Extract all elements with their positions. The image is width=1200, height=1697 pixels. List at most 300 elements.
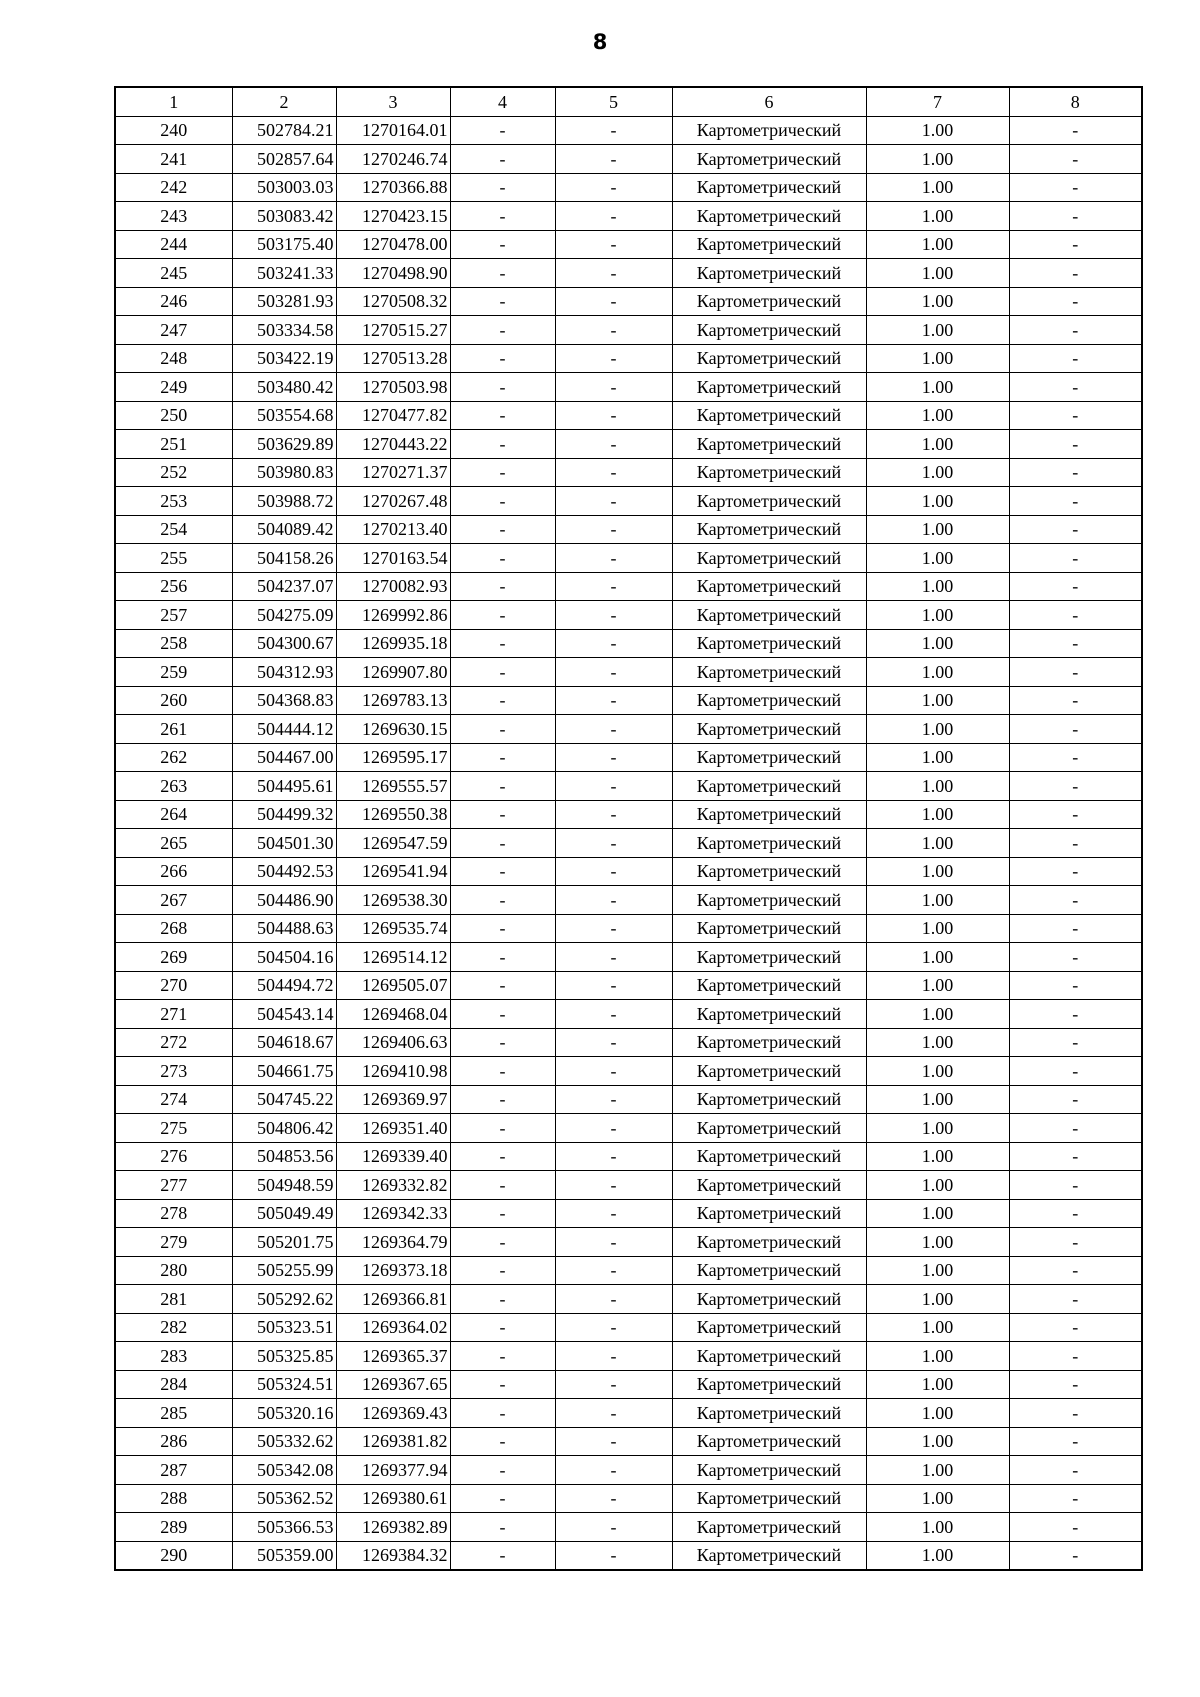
table-row — [115, 145, 1142, 174]
y-coordinate-cell: 1269373.18 — [336, 1256, 450, 1285]
col-4-value-cell: - — [450, 772, 555, 801]
table-row — [115, 344, 1142, 373]
accuracy-cell: 1.00 — [866, 658, 1009, 687]
point-number-cell: 258 — [115, 629, 232, 658]
x-coordinate-cell: 505359.00 — [232, 1541, 336, 1570]
x-coordinate-cell: 504948.59 — [232, 1171, 336, 1200]
point-number-cell: 240 — [115, 116, 232, 145]
point-number-cell: 284 — [115, 1370, 232, 1399]
col-8-value-cell: - — [1009, 686, 1142, 715]
y-coordinate-cell: 1269384.32 — [336, 1541, 450, 1570]
method-cell: Картометрический — [672, 1142, 866, 1171]
method-cell: Картометрический — [672, 1028, 866, 1057]
point-number-cell: 272 — [115, 1028, 232, 1057]
col-5-value-cell: - — [555, 772, 672, 801]
method-cell: Картометрический — [672, 259, 866, 288]
col-4-value-cell: - — [450, 544, 555, 573]
col-4-value-cell: - — [450, 971, 555, 1000]
method-cell: Картометрический — [672, 1370, 866, 1399]
x-coordinate-cell: 503083.42 — [232, 202, 336, 231]
col-5-value-cell: - — [555, 857, 672, 886]
point-number-cell: 250 — [115, 401, 232, 430]
point-number-cell: 268 — [115, 914, 232, 943]
col-5-value-cell: - — [555, 1456, 672, 1485]
col-8-value-cell: - — [1009, 173, 1142, 202]
y-coordinate-cell: 1269364.02 — [336, 1313, 450, 1342]
y-coordinate-cell: 1269380.61 — [336, 1484, 450, 1513]
method-cell: Картометрический — [672, 715, 866, 744]
col-4-value-cell: - — [450, 715, 555, 744]
point-number-cell: 256 — [115, 572, 232, 601]
col-5-value-cell: - — [555, 743, 672, 772]
table-row — [115, 829, 1142, 858]
method-cell: Картометрический — [672, 971, 866, 1000]
table-row — [115, 1399, 1142, 1428]
accuracy-cell: 1.00 — [866, 458, 1009, 487]
y-coordinate-cell: 1270213.40 — [336, 515, 450, 544]
x-coordinate-cell: 504661.75 — [232, 1057, 336, 1086]
col-5-value-cell: - — [555, 943, 672, 972]
col-8-value-cell: - — [1009, 1199, 1142, 1228]
point-number-cell: 252 — [115, 458, 232, 487]
col-5-value-cell: - — [555, 1541, 672, 1570]
x-coordinate-cell: 503980.83 — [232, 458, 336, 487]
table-row — [115, 715, 1142, 744]
accuracy-cell: 1.00 — [866, 259, 1009, 288]
col-8-value-cell: - — [1009, 544, 1142, 573]
table-row — [115, 1427, 1142, 1456]
point-number-cell: 244 — [115, 230, 232, 259]
col-4-value-cell: - — [450, 458, 555, 487]
point-number-cell: 255 — [115, 544, 232, 573]
point-number-cell: 275 — [115, 1114, 232, 1143]
col-4-value-cell: - — [450, 202, 555, 231]
method-cell: Картометрический — [672, 316, 866, 345]
col-4-value-cell: - — [450, 116, 555, 145]
col-5-value-cell: - — [555, 145, 672, 174]
accuracy-cell: 1.00 — [866, 686, 1009, 715]
col-8-value-cell: - — [1009, 1456, 1142, 1485]
point-number-cell: 279 — [115, 1228, 232, 1257]
y-coordinate-cell: 1269907.80 — [336, 658, 450, 687]
accuracy-cell: 1.00 — [866, 1285, 1009, 1314]
x-coordinate-cell: 504444.12 — [232, 715, 336, 744]
accuracy-cell: 1.00 — [866, 316, 1009, 345]
table-row — [115, 202, 1142, 231]
col-8-value-cell: - — [1009, 1285, 1142, 1314]
x-coordinate-cell: 504494.72 — [232, 971, 336, 1000]
x-coordinate-cell: 503241.33 — [232, 259, 336, 288]
x-coordinate-cell: 505049.49 — [232, 1199, 336, 1228]
col-5-value-cell: - — [555, 458, 672, 487]
y-coordinate-cell: 1269339.40 — [336, 1142, 450, 1171]
col-5-value-cell: - — [555, 800, 672, 829]
x-coordinate-cell: 504368.83 — [232, 686, 336, 715]
method-cell: Картометрический — [672, 1057, 866, 1086]
table-row — [115, 1484, 1142, 1513]
col-8-value-cell: - — [1009, 316, 1142, 345]
table-row — [115, 487, 1142, 516]
accuracy-cell: 1.00 — [866, 1228, 1009, 1257]
accuracy-cell: 1.00 — [866, 202, 1009, 231]
method-cell: Картометрический — [672, 1085, 866, 1114]
col-8-value-cell: - — [1009, 829, 1142, 858]
col-5-value-cell: - — [555, 715, 672, 744]
y-coordinate-cell: 1270423.15 — [336, 202, 450, 231]
accuracy-cell: 1.00 — [866, 829, 1009, 858]
point-number-cell: 253 — [115, 487, 232, 516]
y-coordinate-cell: 1270082.93 — [336, 572, 450, 601]
col-5-value-cell: - — [555, 1199, 672, 1228]
point-number-cell: 247 — [115, 316, 232, 345]
table-row — [115, 772, 1142, 801]
table-row — [115, 515, 1142, 544]
col-5-value-cell: - — [555, 1028, 672, 1057]
method-cell: Картометрический — [672, 116, 866, 145]
point-number-cell: 249 — [115, 373, 232, 402]
table-row — [115, 287, 1142, 316]
x-coordinate-cell: 505255.99 — [232, 1256, 336, 1285]
x-coordinate-cell: 504806.42 — [232, 1114, 336, 1143]
method-cell: Картометрический — [672, 458, 866, 487]
table-row — [115, 857, 1142, 886]
column-header-8: 8 — [1009, 87, 1142, 116]
col-8-value-cell: - — [1009, 1114, 1142, 1143]
point-number-cell: 265 — [115, 829, 232, 858]
col-5-value-cell: - — [555, 1370, 672, 1399]
method-cell: Картометрический — [672, 1399, 866, 1428]
col-8-value-cell: - — [1009, 914, 1142, 943]
y-coordinate-cell: 1269630.15 — [336, 715, 450, 744]
col-4-value-cell: - — [450, 373, 555, 402]
y-coordinate-cell: 1269992.86 — [336, 601, 450, 630]
col-8-value-cell: - — [1009, 1313, 1142, 1342]
col-4-value-cell: - — [450, 1399, 555, 1428]
col-4-value-cell: - — [450, 1256, 555, 1285]
table-row — [115, 1142, 1142, 1171]
col-8-value-cell: - — [1009, 1256, 1142, 1285]
table-row — [115, 1256, 1142, 1285]
point-number-cell: 260 — [115, 686, 232, 715]
accuracy-cell: 1.00 — [866, 629, 1009, 658]
col-8-value-cell: - — [1009, 116, 1142, 145]
table-header — [115, 87, 1142, 116]
y-coordinate-cell: 1269595.17 — [336, 743, 450, 772]
y-coordinate-cell: 1269366.81 — [336, 1285, 450, 1314]
column-header-3: 3 — [336, 87, 450, 116]
col-4-value-cell: - — [450, 1028, 555, 1057]
accuracy-cell: 1.00 — [866, 287, 1009, 316]
method-cell: Картометрический — [672, 373, 866, 402]
accuracy-cell: 1.00 — [866, 344, 1009, 373]
x-coordinate-cell: 503629.89 — [232, 430, 336, 459]
table-row — [115, 1370, 1142, 1399]
table-row — [115, 401, 1142, 430]
point-number-cell: 287 — [115, 1456, 232, 1485]
x-coordinate-cell: 504543.14 — [232, 1000, 336, 1029]
table-row — [115, 1028, 1142, 1057]
col-8-value-cell: - — [1009, 772, 1142, 801]
table-body — [115, 116, 1142, 1570]
y-coordinate-cell: 1269365.37 — [336, 1342, 450, 1371]
table-row — [115, 230, 1142, 259]
method-cell: Картометрический — [672, 572, 866, 601]
col-8-value-cell: - — [1009, 743, 1142, 772]
x-coordinate-cell: 503281.93 — [232, 287, 336, 316]
column-header-6: 6 — [672, 87, 866, 116]
x-coordinate-cell: 504300.67 — [232, 629, 336, 658]
col-8-value-cell: - — [1009, 344, 1142, 373]
col-4-value-cell: - — [450, 1484, 555, 1513]
x-coordinate-cell: 504486.90 — [232, 886, 336, 915]
method-cell: Картометрический — [672, 1199, 866, 1228]
col-4-value-cell: - — [450, 914, 555, 943]
y-coordinate-cell: 1269367.65 — [336, 1370, 450, 1399]
col-8-value-cell: - — [1009, 401, 1142, 430]
method-cell: Картометрический — [672, 145, 866, 174]
y-coordinate-cell: 1270498.90 — [336, 259, 450, 288]
column-header-7: 7 — [866, 87, 1009, 116]
y-coordinate-cell: 1270271.37 — [336, 458, 450, 487]
table-row — [115, 1313, 1142, 1342]
accuracy-cell: 1.00 — [866, 715, 1009, 744]
table-row — [115, 1513, 1142, 1542]
table-row — [115, 1228, 1142, 1257]
y-coordinate-cell: 1269541.94 — [336, 857, 450, 886]
point-number-cell: 289 — [115, 1513, 232, 1542]
point-number-cell: 251 — [115, 430, 232, 459]
accuracy-cell: 1.00 — [866, 1456, 1009, 1485]
x-coordinate-cell: 503334.58 — [232, 316, 336, 345]
col-4-value-cell: - — [450, 287, 555, 316]
column-header-1: 1 — [115, 87, 232, 116]
point-number-cell: 241 — [115, 145, 232, 174]
method-cell: Картометрический — [672, 886, 866, 915]
col-8-value-cell: - — [1009, 715, 1142, 744]
col-8-value-cell: - — [1009, 658, 1142, 687]
col-4-value-cell: - — [450, 1456, 555, 1485]
col-4-value-cell: - — [450, 686, 555, 715]
table-row — [115, 316, 1142, 345]
x-coordinate-cell: 505324.51 — [232, 1370, 336, 1399]
method-cell: Картометрический — [672, 230, 866, 259]
method-cell: Картометрический — [672, 430, 866, 459]
col-4-value-cell: - — [450, 316, 555, 345]
y-coordinate-cell: 1269369.43 — [336, 1399, 450, 1428]
x-coordinate-cell: 504158.26 — [232, 544, 336, 573]
method-cell: Картометрический — [672, 515, 866, 544]
point-number-cell: 242 — [115, 173, 232, 202]
x-coordinate-cell: 503554.68 — [232, 401, 336, 430]
x-coordinate-cell: 504853.56 — [232, 1142, 336, 1171]
accuracy-cell: 1.00 — [866, 1399, 1009, 1428]
col-5-value-cell: - — [555, 259, 672, 288]
x-coordinate-cell: 504089.42 — [232, 515, 336, 544]
accuracy-cell: 1.00 — [866, 1541, 1009, 1570]
col-8-value-cell: - — [1009, 259, 1142, 288]
col-5-value-cell: - — [555, 1057, 672, 1086]
y-coordinate-cell: 1269514.12 — [336, 943, 450, 972]
col-4-value-cell: - — [450, 601, 555, 630]
method-cell: Картометрический — [672, 800, 866, 829]
col-8-value-cell: - — [1009, 572, 1142, 601]
col-5-value-cell: - — [555, 544, 672, 573]
point-number-cell: 271 — [115, 1000, 232, 1029]
method-cell: Картометрический — [672, 914, 866, 943]
accuracy-cell: 1.00 — [866, 1085, 1009, 1114]
point-number-cell: 269 — [115, 943, 232, 972]
col-5-value-cell: - — [555, 971, 672, 1000]
method-cell: Картометрический — [672, 287, 866, 316]
table-row — [115, 1057, 1142, 1086]
method-cell: Картометрический — [672, 686, 866, 715]
y-coordinate-cell: 1269342.33 — [336, 1199, 450, 1228]
method-cell: Картометрический — [672, 1000, 866, 1029]
method-cell: Картометрический — [672, 1285, 866, 1314]
x-coordinate-cell: 505323.51 — [232, 1313, 336, 1342]
point-number-cell: 243 — [115, 202, 232, 231]
col-5-value-cell: - — [555, 1313, 672, 1342]
col-4-value-cell: - — [450, 344, 555, 373]
y-coordinate-cell: 1269406.63 — [336, 1028, 450, 1057]
col-5-value-cell: - — [555, 430, 672, 459]
col-8-value-cell: - — [1009, 601, 1142, 630]
col-5-value-cell: - — [555, 572, 672, 601]
point-number-cell: 245 — [115, 259, 232, 288]
col-5-value-cell: - — [555, 829, 672, 858]
accuracy-cell: 1.00 — [866, 1427, 1009, 1456]
table-row — [115, 686, 1142, 715]
table-row — [115, 601, 1142, 630]
point-number-cell: 274 — [115, 1085, 232, 1114]
point-number-cell: 285 — [115, 1399, 232, 1428]
column-header-2: 2 — [232, 87, 336, 116]
x-coordinate-cell: 503422.19 — [232, 344, 336, 373]
x-coordinate-cell: 505362.52 — [232, 1484, 336, 1513]
x-coordinate-cell: 504745.22 — [232, 1085, 336, 1114]
method-cell: Картометрический — [672, 544, 866, 573]
col-4-value-cell: - — [450, 145, 555, 174]
y-coordinate-cell: 1270513.28 — [336, 344, 450, 373]
col-8-value-cell: - — [1009, 1484, 1142, 1513]
method-cell: Картометрический — [672, 658, 866, 687]
point-number-cell: 267 — [115, 886, 232, 915]
col-5-value-cell: - — [555, 1114, 672, 1143]
col-8-value-cell: - — [1009, 1370, 1142, 1399]
accuracy-cell: 1.00 — [866, 1513, 1009, 1542]
point-number-cell: 281 — [115, 1285, 232, 1314]
table-row — [115, 971, 1142, 1000]
method-cell: Картометрический — [672, 1313, 866, 1342]
accuracy-cell: 1.00 — [866, 1199, 1009, 1228]
col-8-value-cell: - — [1009, 145, 1142, 174]
point-number-cell: 277 — [115, 1171, 232, 1200]
col-5-value-cell: - — [555, 1171, 672, 1200]
col-8-value-cell: - — [1009, 1028, 1142, 1057]
point-number-cell: 286 — [115, 1427, 232, 1456]
accuracy-cell: 1.00 — [866, 800, 1009, 829]
accuracy-cell: 1.00 — [866, 1028, 1009, 1057]
method-cell: Картометрический — [672, 1228, 866, 1257]
table-row — [115, 116, 1142, 145]
table-row — [115, 800, 1142, 829]
col-8-value-cell: - — [1009, 1342, 1142, 1371]
point-number-cell: 259 — [115, 658, 232, 687]
x-coordinate-cell: 503988.72 — [232, 487, 336, 516]
y-coordinate-cell: 1269410.98 — [336, 1057, 450, 1086]
accuracy-cell: 1.00 — [866, 145, 1009, 174]
x-coordinate-cell: 505332.62 — [232, 1427, 336, 1456]
col-5-value-cell: - — [555, 1085, 672, 1114]
accuracy-cell: 1.00 — [866, 1171, 1009, 1200]
point-number-cell: 282 — [115, 1313, 232, 1342]
y-coordinate-cell: 1270443.22 — [336, 430, 450, 459]
point-number-cell: 263 — [115, 772, 232, 801]
point-number-cell: 273 — [115, 1057, 232, 1086]
y-coordinate-cell: 1270477.82 — [336, 401, 450, 430]
col-8-value-cell: - — [1009, 373, 1142, 402]
col-5-value-cell: - — [555, 515, 672, 544]
x-coordinate-cell: 504467.00 — [232, 743, 336, 772]
y-coordinate-cell: 1269538.30 — [336, 886, 450, 915]
accuracy-cell: 1.00 — [866, 373, 1009, 402]
col-4-value-cell: - — [450, 857, 555, 886]
col-8-value-cell: - — [1009, 1085, 1142, 1114]
col-8-value-cell: - — [1009, 886, 1142, 915]
col-4-value-cell: - — [450, 1228, 555, 1257]
point-number-cell: 248 — [115, 344, 232, 373]
table-row — [115, 914, 1142, 943]
y-coordinate-cell: 1269547.59 — [336, 829, 450, 858]
x-coordinate-cell: 503175.40 — [232, 230, 336, 259]
col-8-value-cell: - — [1009, 487, 1142, 516]
method-cell: Картометрический — [672, 1541, 866, 1570]
x-coordinate-cell: 502784.21 — [232, 116, 336, 145]
y-coordinate-cell: 1270478.00 — [336, 230, 450, 259]
col-4-value-cell: - — [450, 1342, 555, 1371]
col-8-value-cell: - — [1009, 287, 1142, 316]
col-4-value-cell: - — [450, 1313, 555, 1342]
method-cell: Картометрический — [672, 772, 866, 801]
y-coordinate-cell: 1270267.48 — [336, 487, 450, 516]
method-cell: Картометрический — [672, 1342, 866, 1371]
x-coordinate-cell: 504237.07 — [232, 572, 336, 601]
y-coordinate-cell: 1270515.27 — [336, 316, 450, 345]
accuracy-cell: 1.00 — [866, 230, 1009, 259]
col-4-value-cell: - — [450, 629, 555, 658]
col-4-value-cell: - — [450, 1513, 555, 1542]
point-number-cell: 288 — [115, 1484, 232, 1513]
col-8-value-cell: - — [1009, 1000, 1142, 1029]
col-8-value-cell: - — [1009, 800, 1142, 829]
x-coordinate-cell: 504492.53 — [232, 857, 336, 886]
table-row — [115, 572, 1142, 601]
col-5-value-cell: - — [555, 401, 672, 430]
x-coordinate-cell: 504501.30 — [232, 829, 336, 858]
accuracy-cell: 1.00 — [866, 430, 1009, 459]
accuracy-cell: 1.00 — [866, 1057, 1009, 1086]
col-8-value-cell: - — [1009, 629, 1142, 658]
method-cell: Картометрический — [672, 1484, 866, 1513]
method-cell: Картометрический — [672, 601, 866, 630]
accuracy-cell: 1.00 — [866, 1142, 1009, 1171]
accuracy-cell: 1.00 — [866, 971, 1009, 1000]
col-8-value-cell: - — [1009, 971, 1142, 1000]
col-4-value-cell: - — [450, 487, 555, 516]
col-4-value-cell: - — [450, 1541, 555, 1570]
col-5-value-cell: - — [555, 1342, 672, 1371]
col-5-value-cell: - — [555, 230, 672, 259]
